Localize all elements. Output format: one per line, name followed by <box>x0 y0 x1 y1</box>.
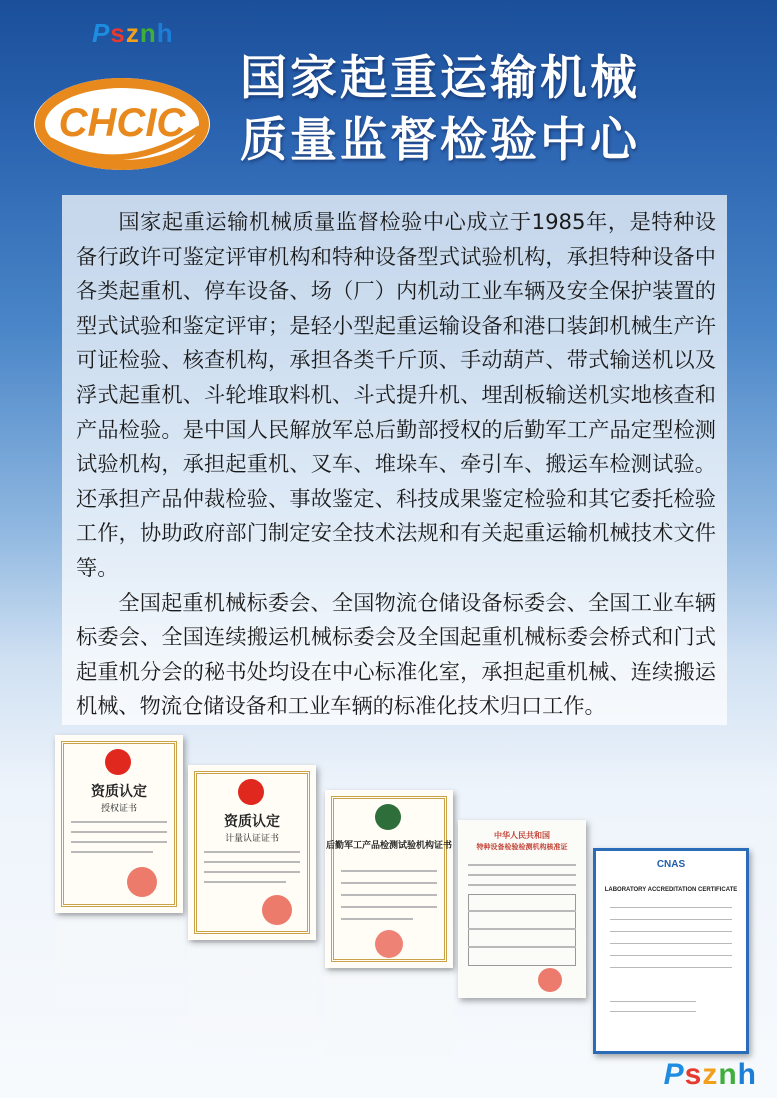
certificate-authorization: 资质认定 授权证书 <box>55 735 183 913</box>
seal-icon <box>238 779 264 805</box>
watermark-logo-bottom: Psznh <box>663 1058 757 1091</box>
certificates-area <box>0 730 777 1098</box>
certificate-military: 后勤军工产品检测试验机构证书 <box>325 790 453 968</box>
body-text <box>76 205 716 724</box>
stamp-icon <box>262 895 292 925</box>
title-line-2: 质量监督检验中心 <box>240 113 640 168</box>
page-title <box>240 48 760 172</box>
paragraph-standards: 全国起重机械标委会、全国物流仓储设备标委会、全国工业车辆标委会、全国连续搬运机械标委会及全国起重机械标委会桥式和门式起重机分会的秘书处均设在中心标准化室，承担起重机械、连续搬运机械、物流仓储设备和工业车辆的标准化技术归口工作。 <box>76 589 716 719</box>
chcic-logo <box>30 70 215 175</box>
stamp-icon <box>127 867 157 897</box>
certificate-special-equipment: 中华人民共和国 特种设备检验检测机构核准证 <box>458 820 586 998</box>
emblem-icon <box>375 804 401 830</box>
seal-icon <box>105 749 131 775</box>
certificate-cnas: CNAS LABORATORY ACCREDITATION CERTIFICATE <box>593 848 749 1054</box>
stamp-icon <box>538 968 562 992</box>
star-stamp-icon <box>375 930 403 958</box>
certificate-metrology: 资质认定 计量认证证书 <box>188 765 316 940</box>
paragraph-intro: 国家起重运输机械质量监督检验中心成立于1985年，是特种设备行政许可鉴定评审机构和特种设备型式试验机构，承担特种设备中各类起重机、停车设备、场（厂）内机动工业车辆及安全保护装置的型式试验和鉴定评审；是轻小型起重运输设备和港口装卸机械生产许可证检验、核查机构，承担各类千斤顶、手动葫芦、带式输送机以及浮式起重机、斗轮堆取料机、斗式提升机、埋刮板输送机实地核查和产品检验。是中国人民解放军总后勤部授权的后勤军工产品定型检测试验机构，承担起重机、叉车、堆垛车、牵引车、搬运车检测试验。还承担产品仲裁检验、事故鉴定、科技成果鉴定检验和其它委托检验工作，协助政府部门制定安全技术法规和有关起重运输机械技术文件等。 <box>76 209 716 580</box>
logo-text: CHCIC <box>58 101 186 145</box>
watermark-logo-top: Psznh <box>92 18 174 48</box>
title-line-1: 国家起重运输机械 <box>240 51 640 106</box>
